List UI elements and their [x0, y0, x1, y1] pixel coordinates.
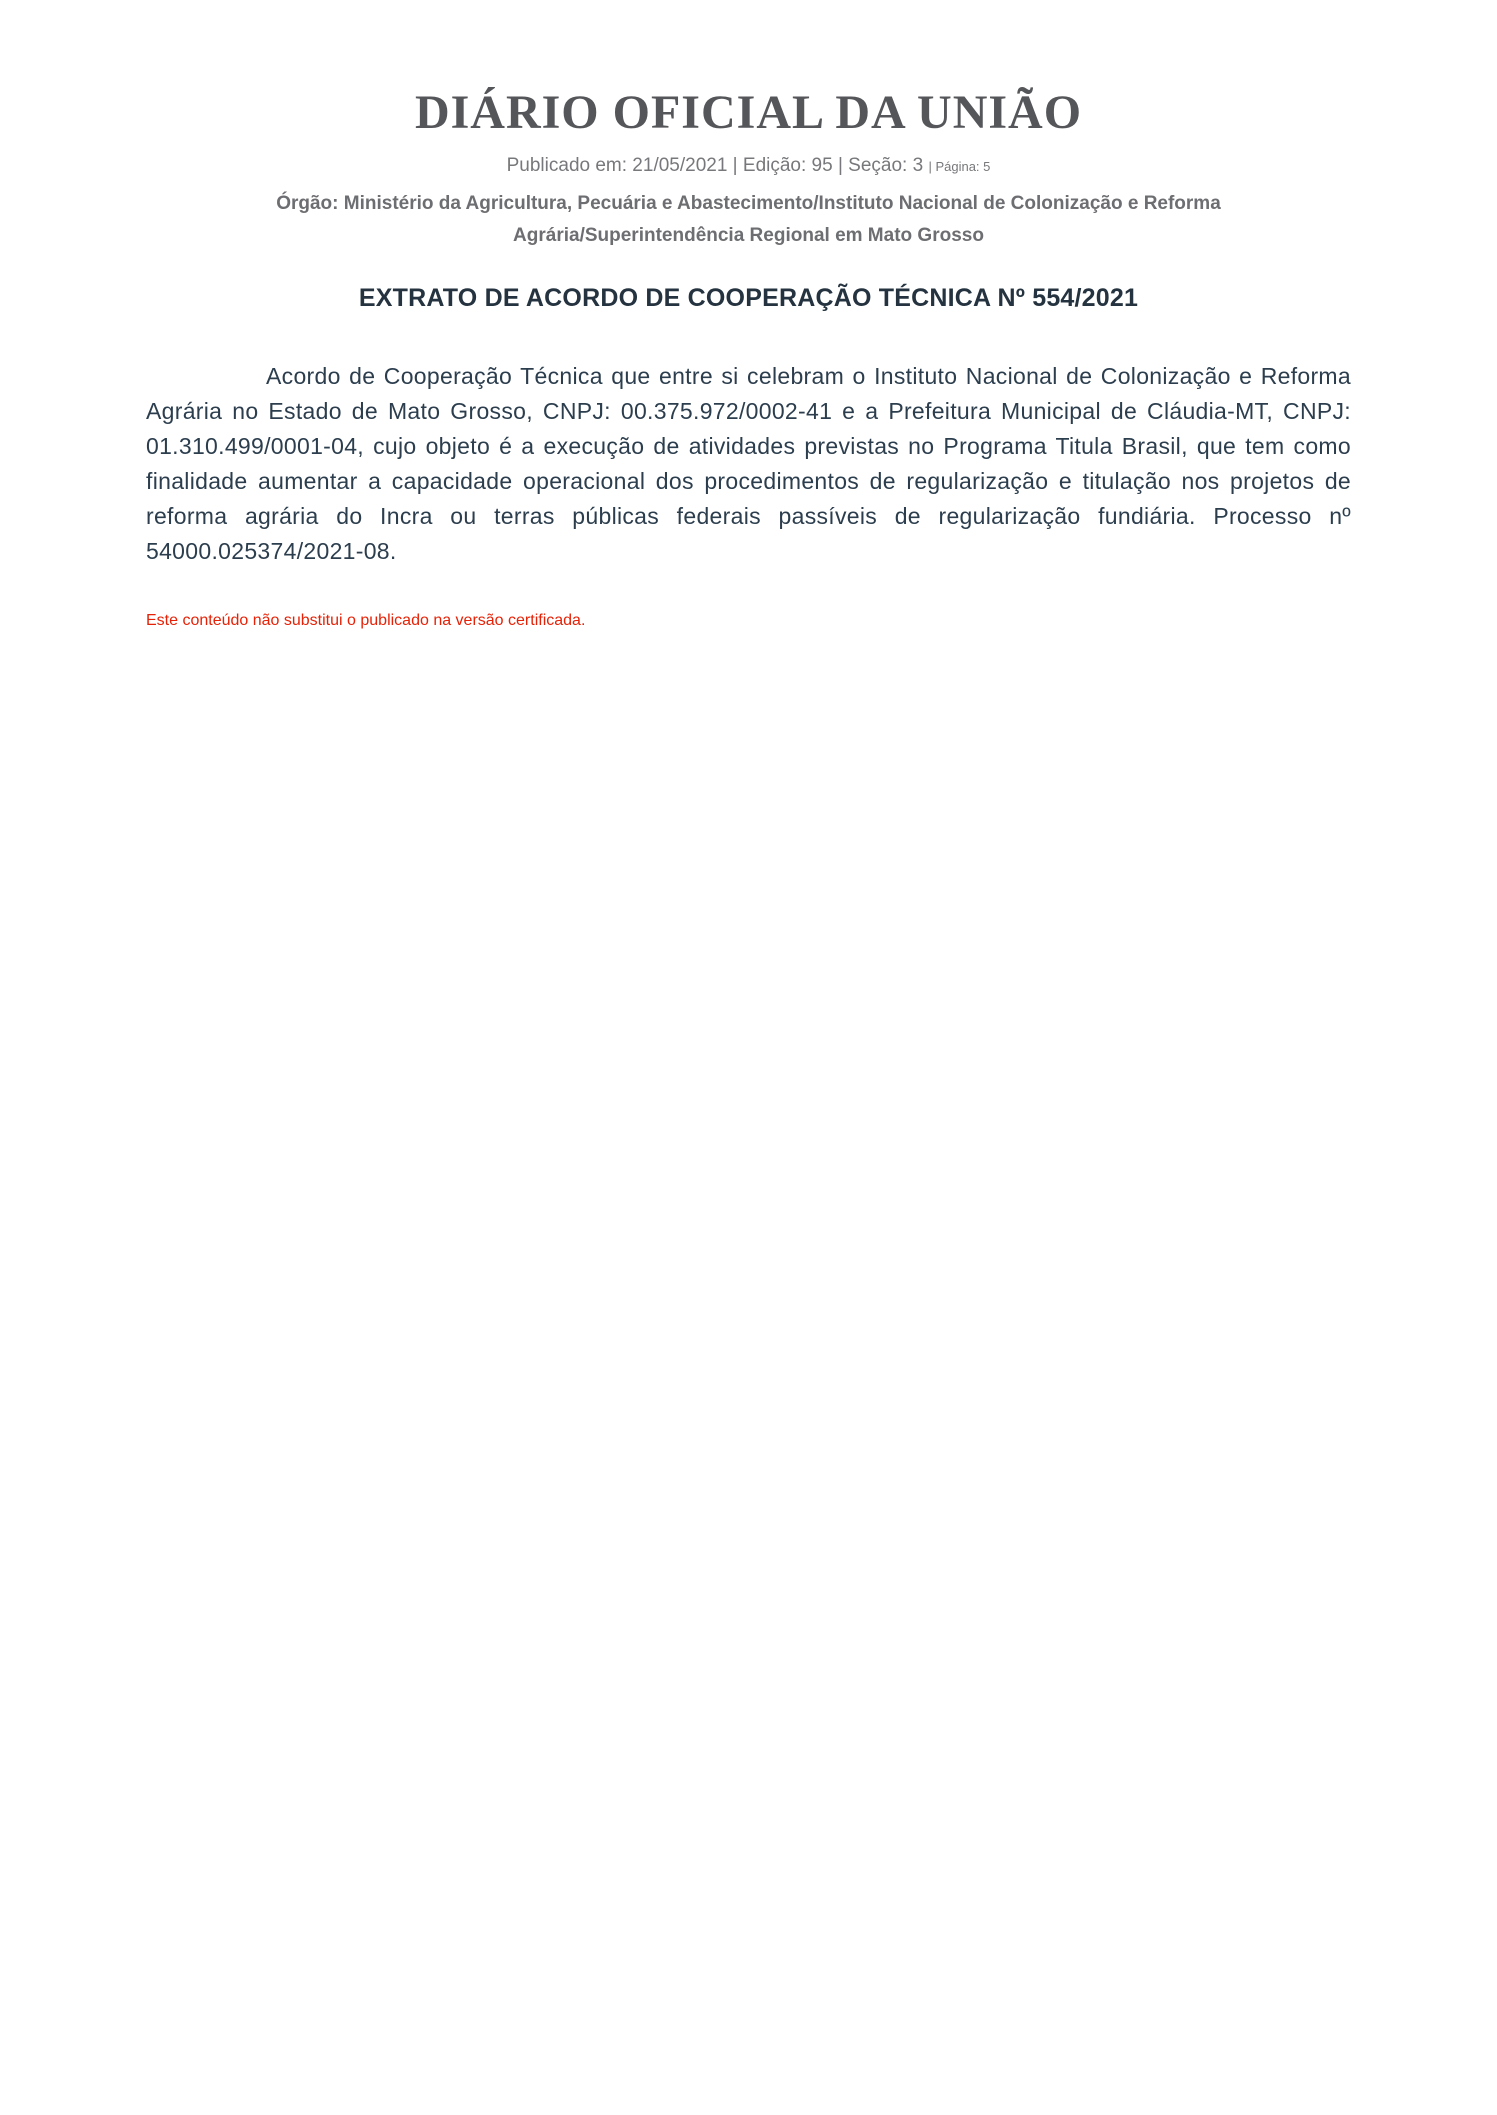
publication-meta-main: Publicado em: 21/05/2021 | Edição: 95 | Seção: 3 [506, 155, 924, 176]
publication-page-number: | Página: 5 [928, 159, 991, 174]
certification-disclaimer: Este conteúdo não substitui o publicado na versão certificada. [146, 612, 586, 629]
article-title: EXTRATO DE ACORDO DE COOPERAÇÃO TÉCNICA Nº 554/2021 [358, 284, 1139, 312]
organ-name-line-1: Órgão: Ministério da Agricultura, Pecuária e Abastecimento/Instituto Nacional de Colonização e Reforma [276, 193, 1221, 214]
article-body: Acordo de Cooperação Técnica que entre si celebram o Instituto Nacional de Colonização e Reforma Agrária no Estado de Mato Grosso, CNPJ: 00.375.972/0002-41 e a Prefeitura Municipal de Cláudia-MT, CNPJ: 01.310.499/0001-04, cujo objeto é a execução de atividades previstas no Programa Titula Brasil, que tem como finalidade aumentar a capacidade operacional dos procedimentos de regularização e titulação nos projetos de reforma agrária do Incra ou terras públicas federais passíveis de regularização fundiária. Processo nº 54000.025374/2021-08. [146, 363, 1351, 564]
organ-name-line-2: Agrária/Superintendência Regional em Mato Grosso [513, 225, 984, 246]
organ-name [0, 188, 1497, 252]
publication-meta [0, 154, 1497, 179]
gazette-title: DIÁRIO OFICIAL DA UNIÃO [414, 86, 1083, 139]
